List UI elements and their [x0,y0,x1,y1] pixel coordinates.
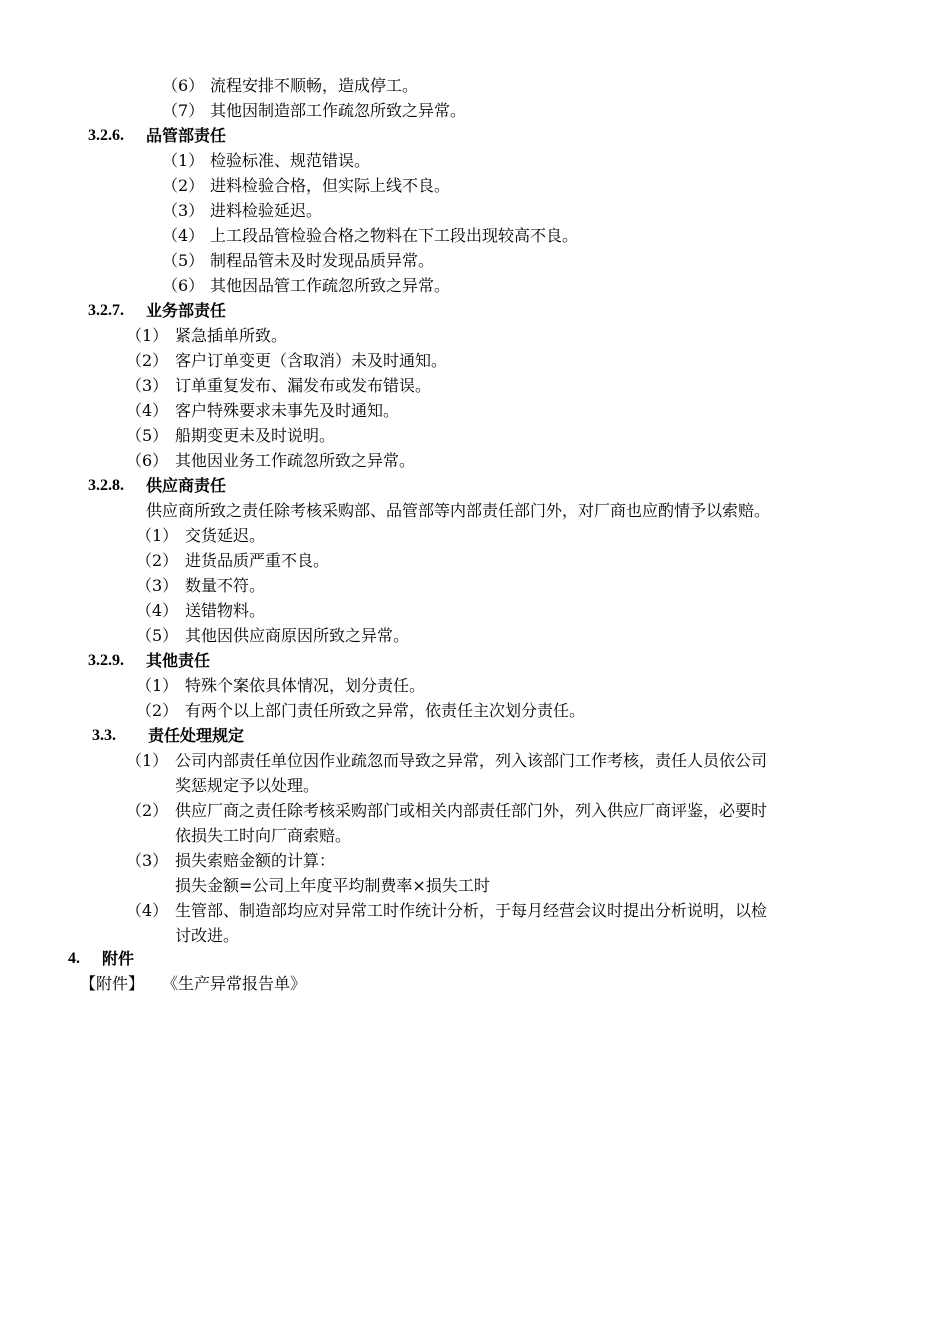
item-number: （6） [126,451,169,470]
item-number: （6） [162,276,205,295]
item-text: 进料检验合格，但实际上线不良。 [210,176,451,195]
item-number: （2） [126,351,169,370]
item-number: （4） [136,601,179,620]
item-number: （5） [126,426,169,445]
item-text-line2: 奖惩规定予以处理。 [175,776,320,795]
item-text: 流程安排不顺畅，造成停工。 [210,76,419,95]
item-number: （4） [162,226,205,245]
intro-text: 供应商所致之责任除考核采购部、品管部等内部责任部门外，对厂商也应酌情予以索赔。 [146,501,771,520]
item-text: 其他因供应商原因所致之异常。 [185,626,410,645]
formula-text: 损失金额=公司上年度平均制费率×损失工时 [175,876,490,895]
item-number: （4） [126,401,169,420]
item-number: （5） [136,626,179,645]
item-text: 客户订单变更（含取消）未及时通知。 [175,351,448,370]
item-text-line1: 公司内部责任单位因作业疏忽而导致之异常，列入该部门工作考核，责任人员依公司 [175,751,768,770]
item-text: 客户特殊要求未事先及时通知。 [175,401,400,420]
item-text: 交货延迟。 [185,526,266,545]
item-number: （2） [136,551,179,570]
item-text: 有两个以上部门责任所致之异常，依责任主次划分责任。 [185,701,586,720]
item-text: 特殊个案依具体情况，划分责任。 [185,676,426,695]
item-number: （4） [126,901,169,920]
item-number: （3） [136,576,179,595]
item-text: 其他因品管工作疏忽所致之异常。 [210,276,451,295]
item-text: 其他因业务工作疏忽所致之异常。 [175,451,416,470]
item-number: （1） [162,151,205,170]
item-number: （2） [126,801,169,820]
section-number: 3.2.9. [88,652,124,669]
item-text: 制程品管未及时发现品质异常。 [210,251,435,270]
item-number: （5） [162,251,205,270]
item-text: 上工段品管检验合格之物料在下工段出现较高不良。 [210,226,579,245]
section-title: 业务部责任 [146,301,227,320]
item-text: 进料检验延迟。 [210,201,323,220]
item-text: 检验标准、规范错误。 [210,151,371,170]
item-text: 船期变更未及时说明。 [175,426,336,445]
item-number: （1） [126,751,169,770]
item-number: （1） [136,526,179,545]
item-text: 订单重复发布、漏发布或发布错误。 [175,376,432,395]
section-title: 附件 [102,949,135,968]
item-number: （7） [162,101,205,120]
section-number: 3.2.6. [88,127,124,144]
item-text: 其他因制造部工作疏忽所致之异常。 [210,101,467,120]
item-text-line1: 供应厂商之责任除考核采购部门或相关内部责任部门外，列入供应厂商评鉴，必要时 [175,801,768,820]
item-number: （1） [136,676,179,695]
section-number: 3.2.8. [88,477,124,494]
section-number: 3.2.7. [88,302,124,319]
section-title: 品管部责任 [146,126,227,145]
item-text: 数量不符。 [185,576,266,595]
item-number: （2） [136,701,179,720]
section-title: 责任处理规定 [148,726,245,745]
item-text: 进货品质严重不良。 [185,551,330,570]
item-number: （3） [126,851,169,870]
attachment-document: 《生产异常报告单》 [162,974,307,993]
section-title: 供应商责任 [146,476,227,495]
section-number: 3.3. [92,727,116,744]
item-number: （6） [162,76,205,95]
item-text-line1: 损失索赔金额的计算： [175,851,336,870]
item-text-line2: 讨改进。 [175,926,240,945]
item-number: （3） [162,201,205,220]
item-number: （2） [162,176,205,195]
attachment-tag: 【附件】 [80,974,145,993]
item-number: （3） [126,376,169,395]
item-text: 紧急插单所致。 [175,326,288,345]
section-title: 其他责任 [146,651,211,670]
item-text-line2: 依损失工时向厂商索赔。 [175,826,352,845]
section-number: 4. [68,950,80,967]
item-number: （1） [126,326,169,345]
item-text: 送错物料。 [185,601,266,620]
item-text-line1: 生管部、制造部均应对异常工时作统计分析，于每月经营会议时提出分析说明，以检 [175,901,768,920]
